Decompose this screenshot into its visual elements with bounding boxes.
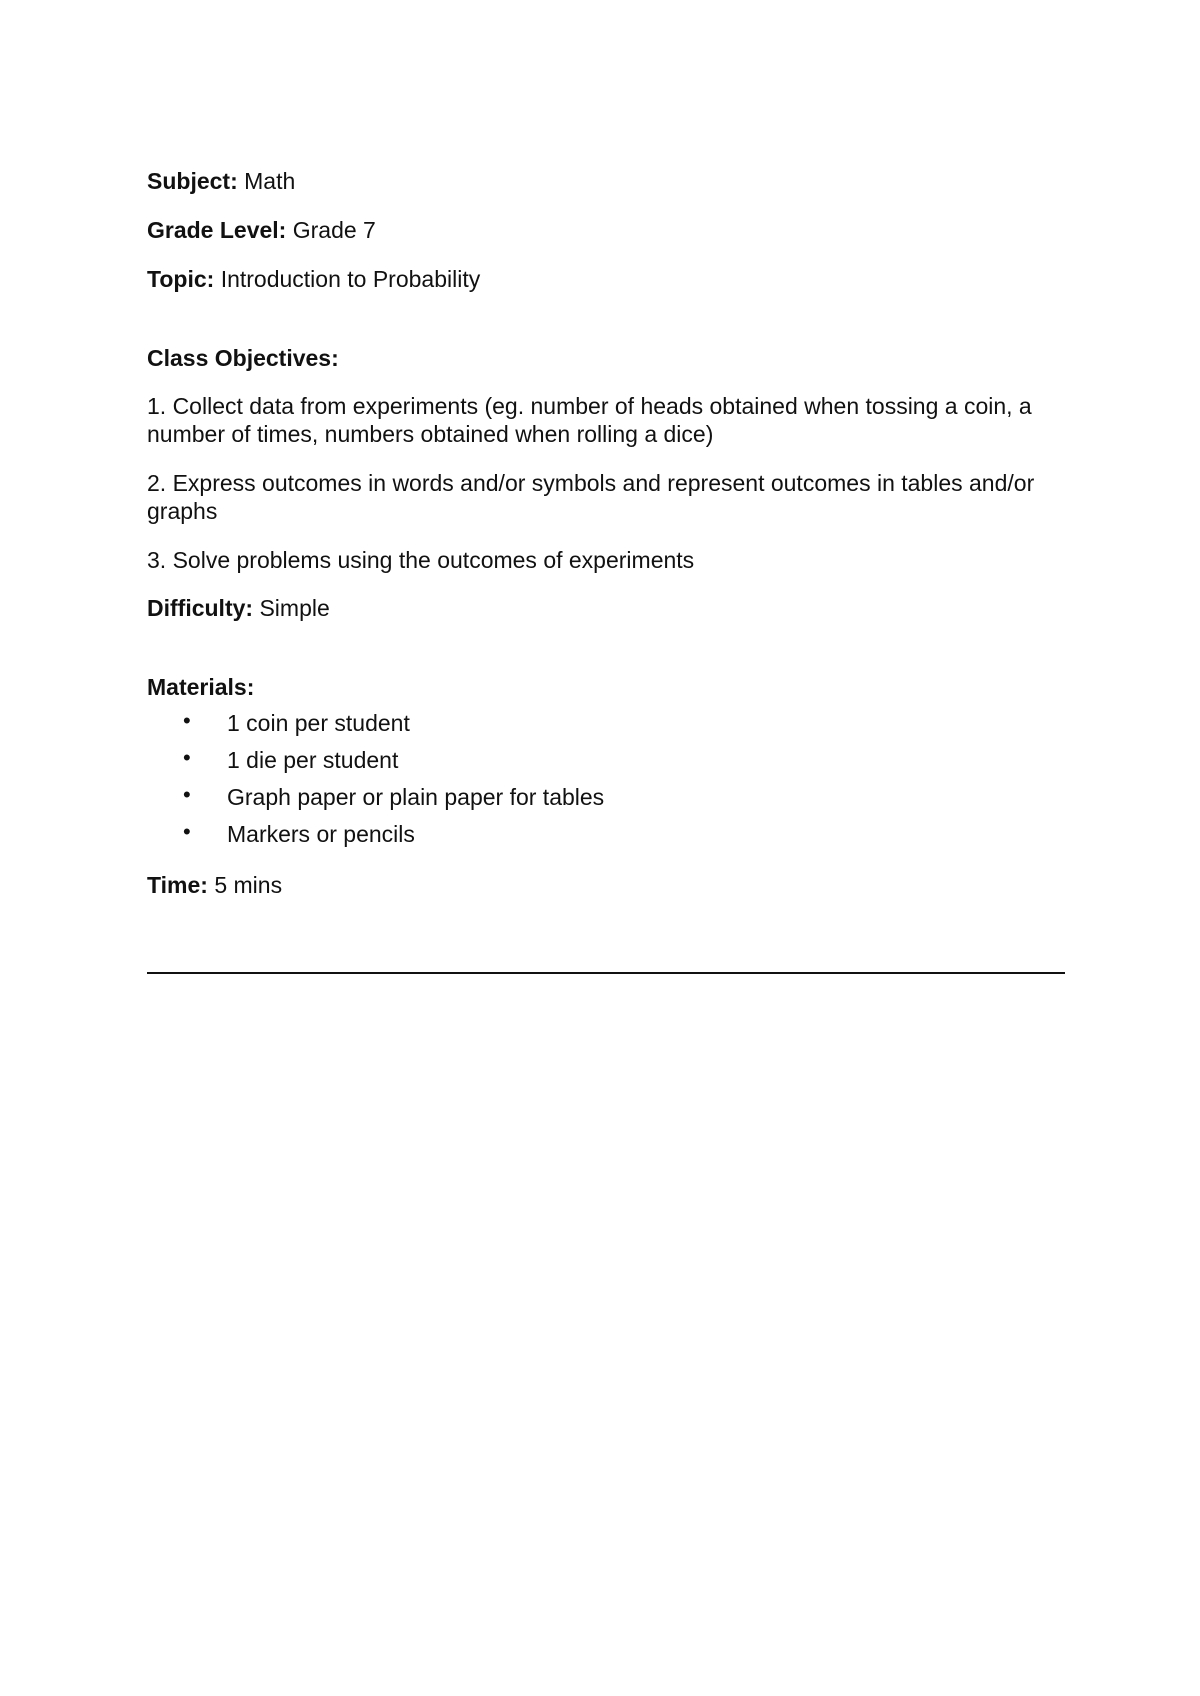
horizontal-divider [147,972,1065,974]
materials-item-text: Graph paper or plain paper for tables [227,784,605,810]
time-label: Time: [147,872,208,898]
materials-item-text: 1 die per student [227,747,399,773]
subject-value: Math [244,168,296,194]
objective-item: 2. Express outcomes in words and/or symbols and represent outcomes in tables and/or graphs [147,470,1035,524]
class-objectives-heading: Class Objectives: [147,345,339,371]
topic-value: Introduction to Probability [220,266,481,292]
topic-label: Topic: [147,266,215,292]
time-line [147,871,282,899]
materials-item-text: 1 coin per student [227,710,410,736]
materials-heading: Materials: [147,674,255,700]
bullet-icon: • [183,782,191,807]
difficulty-line [147,594,330,622]
bullet-icon: • [183,819,191,844]
grade-level-value: Grade 7 [292,217,376,243]
objective-item: 1. Collect data from experiments (eg. number of heads obtained when tossing a coin, a number of times, numbers obtained when rolling a dice) [147,393,1032,447]
bullet-icon: • [183,745,191,770]
time-value: 5 mins [214,872,283,898]
bullet-icon: • [183,708,191,733]
topic-line [147,265,480,293]
difficulty-value: Simple [259,595,330,621]
subject-label: Subject: [147,168,238,194]
grade-level-line [147,216,376,244]
objective-item: 3. Solve problems using the outcomes of experiments [147,547,695,573]
subject-line [147,167,295,195]
difficulty-label: Difficulty: [147,595,254,621]
grade-level-label: Grade Level: [147,217,287,243]
materials-item-text: Markers or pencils [227,821,415,847]
